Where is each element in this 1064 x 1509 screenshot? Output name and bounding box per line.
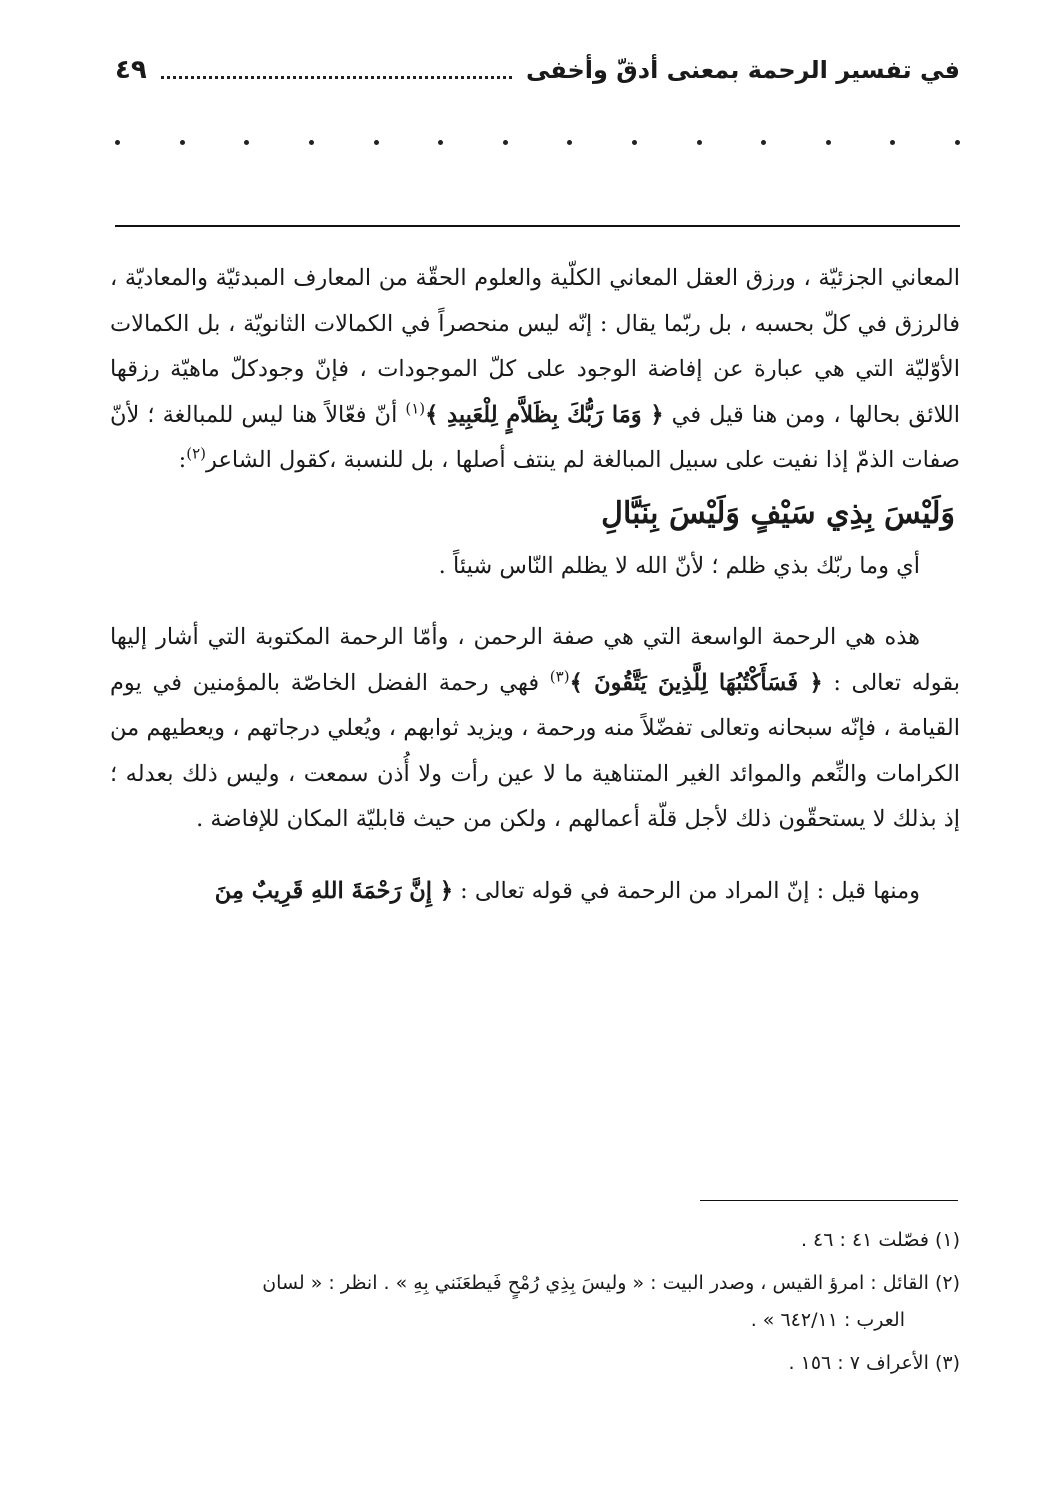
header-divider	[115, 225, 960, 227]
page-number: ٤٩	[115, 55, 147, 85]
footnote-2: (٢) القائل : امرؤ القيس ، وصدر البيت : « وليسَ بِذِي رُمْحٍ فَيطعَنَني بِهِ » . انظر : « لسان العرب : ٦٤٢/١١ » .	[262, 1272, 960, 1331]
footnote-3: (٣) الأعراف ٧ : ١٥٦ .	[788, 1352, 960, 1374]
footnote-divider	[700, 1200, 958, 1201]
main-text	[110, 256, 960, 914]
footnote-1: (١) فصّلت ٤١ : ٤٦ .	[800, 1229, 960, 1251]
quran-quote: ﴿ فَسَأَكْتُبُهَا لِلَّذِينَ يَتَّقُونَ ﴾	[569, 669, 823, 696]
paragraph-1: المعاني الجزئيّة ، ورزق العقل المعاني الكلّية والعلوم الحقّة من المعارف المبدئيّة والمعاديّة ، فالرزق في كلّ بحسبه ، بل ربّما يقال : إنّه ليس منحصراً في الكمالات الثانويّة ، بل الكمالات الأوّليّة التي هي عبارة عن إفاضة الوجود على كلّ الموجودات ، فإنّ وجودكلّ ماهيّة رزقها اللائق بحالها ، ومن هنا قيل في ﴿ وَمَا رَبُّكَ بِظَلاَّمٍ لِلْعَبِيدِ ﴾$^{(١)}$ أنّ فعّالاً هنا ليس للمبالغة ؛ لأنّ صفات الذمّ إذا نفيت على سبيل المبالغة لم ينتف أصلها ، بل للنسبة ،كقول الشاعر$^{(٢)}$:	[110, 265, 960, 473]
poetry-verse: وَلَيْسَ بِذِي سَيْفٍ وَلَيْسَ بِنَبَّالِ	[601, 495, 955, 531]
quran-quote: ﴿ وَمَا رَبُّكَ بِظَلاَّمٍ لِلْعَبِيدِ ﴾	[425, 401, 664, 428]
paragraph-2: أي وما ربّك بذي ظلم ؛ لأنّ الله لا يظلم النّاس شيئاً .	[438, 552, 920, 579]
footnotes	[110, 1222, 960, 1388]
quran-quote: ﴿ إِنَّ رَحْمَةَ اللهِ قَرِيبٌ مِنَ	[214, 877, 453, 904]
paragraph-4: ومنها قيل : إنّ المراد من الرحمة في قوله تعالى : ﴿ إِنَّ رَحْمَةَ اللهِ قَرِيبٌ مِنَ	[214, 877, 920, 904]
running-title: في تفسير الرحمة بمعنى أدقّ وأخفى	[525, 56, 960, 84]
footnote-ref: (٣)	[549, 667, 570, 685]
footnote-ref: (٢)	[186, 444, 207, 463]
page-header	[115, 50, 960, 90]
dotted-leader	[161, 62, 512, 79]
paragraph-3: هذه هي الرحمة الواسعة التي هي صفة الرحمن ، وأمّا الرحمة المكتوبة التي أشار إليها بقوله تعالى : ﴿ فَسَأَكْتُبُهَا لِلَّذِينَ يَتَّقُونَ ﴾$^{(٣)}$ فهي رحمة الفضل الخاصّة بالمؤمنين في يوم القيامة ، فإنّه سبحانه وتعالى تفضّلاً منه ورحمة ، ويزيد ثوابهم ، ويُعلي درجاتهم ، ويعطيهم من الكرامات والنِّعم والموائد الغير المتناهية ما لا عين رأت ولا أُذن سمعت ، وليس ذلك بعدله ؛ إذ بذلك لا يستحقّون ذلك لأجل قلّة أعمالهم ، ولكن من حيث قابليّة المكان للإفاضة .	[110, 624, 960, 832]
ornament-dots	[115, 140, 960, 145]
footnote-ref: (١)	[405, 399, 426, 417]
